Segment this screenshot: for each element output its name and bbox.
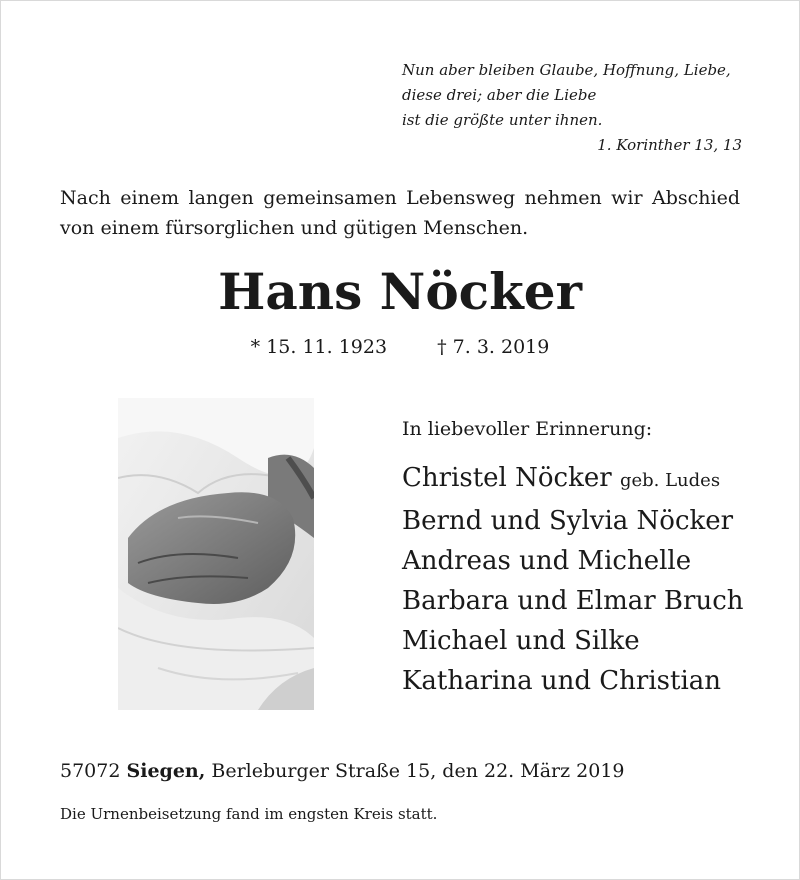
maiden-name: geb. Ludes [619, 470, 721, 491]
address-city: Siegen, [126, 760, 206, 782]
address-zip: 57072 [60, 760, 121, 782]
photo-icon [118, 398, 314, 710]
family-member: Bernd und Sylvia Nöcker [402, 506, 734, 536]
verse-reference: 1. Korinther 13, 13 [597, 136, 742, 154]
verse-line: diese drei; aber die Liebe [402, 86, 597, 104]
verse-line: ist die größte unter ihnen. [402, 111, 603, 129]
family-list [402, 458, 744, 701]
memorial-label: In liebevoller Erinnerung: [402, 418, 653, 440]
family-member: Barbara und Elmar Bruch [402, 586, 744, 616]
life-dates [0, 336, 800, 358]
address-rest: Berleburger Straße 15, den 22. März 2019 [211, 760, 625, 782]
verse-line: Nun aber bleiben Glaube, Hoffnung, Liebe, [402, 61, 731, 79]
family-member: Katharina und Christian [402, 666, 722, 696]
burial-note: Die Urnenbeisetzung fand im engsten Kreis statt. [60, 805, 438, 823]
bible-verse [402, 58, 742, 158]
death-date: † 7. 3. 2019 [437, 336, 550, 358]
intro-text: Nach einem langen gemeinsamen Lebensweg nehmen wir Abschied von einem fürsorglichen und gütigen Menschen. [60, 187, 740, 239]
family-member [402, 458, 744, 501]
family-member-name: Christel Nöcker [402, 463, 612, 493]
family-member: Andreas und Michelle [402, 546, 692, 576]
deceased-name: Hans Nöcker [218, 262, 582, 321]
family-member: Michael und Silke [402, 626, 640, 656]
address-line [60, 760, 625, 782]
holding-hands-photo [118, 398, 314, 710]
birth-date: * 15. 11. 1923 [250, 336, 388, 358]
